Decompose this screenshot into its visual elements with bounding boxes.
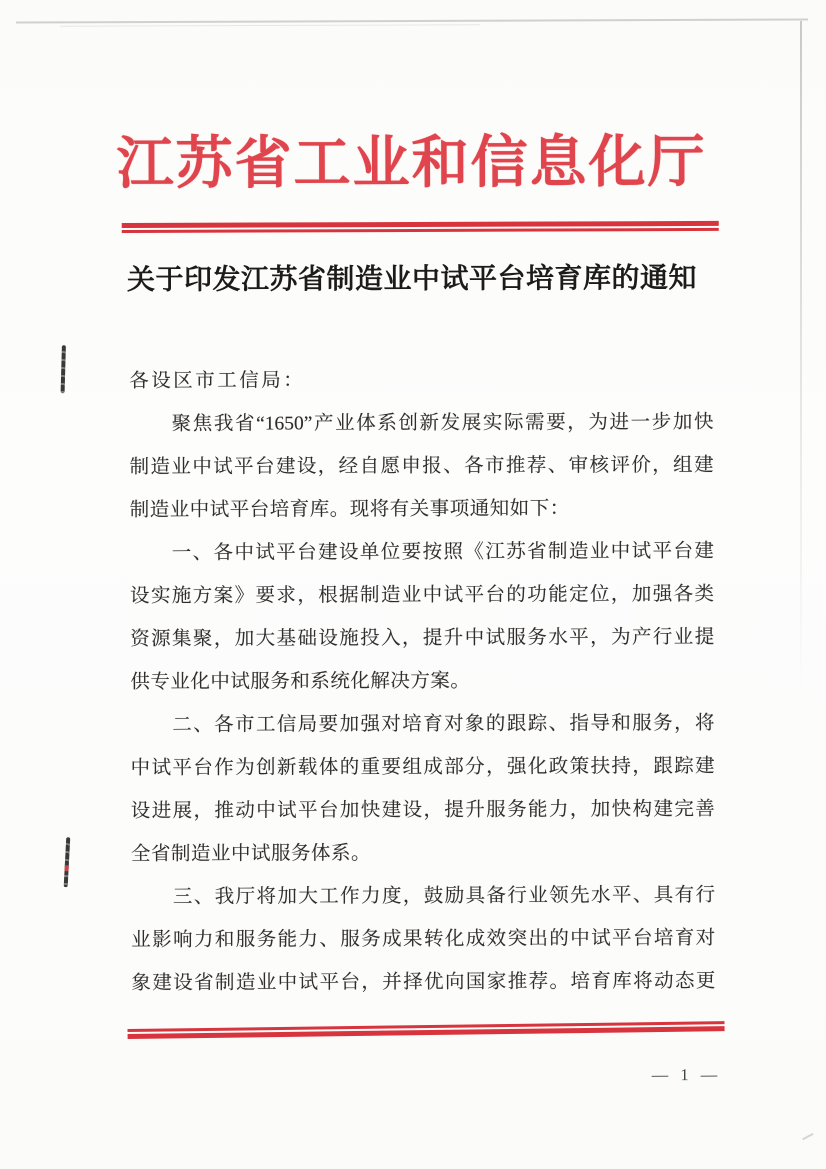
body-line: 全省制造业中试服务体系。 — [130, 843, 371, 865]
staple-red-spot — [64, 865, 68, 871]
page-number: — 1 — — [651, 1064, 720, 1085]
body-line: 象建设省制造业中试平台，并择优向国家推荐。培育库将动态更 — [131, 970, 716, 994]
body-line: 设进展，推动中试平台加快建设，提升服务能力，加快构建完善 — [130, 798, 715, 822]
document-title: 关于印发江苏省制造业中试平台培育库的通知 — [126, 263, 697, 296]
body-line: 业影响力和服务能力、服务成果转化成效突出的中试平台培育对 — [131, 927, 716, 951]
body-line: 中试平台作为创新载体的重要组成部分，强化政策扶持，跟踪建 — [130, 755, 715, 779]
body-line: 制造业中试平台培育库。现将有关事项通知如下： — [129, 498, 570, 521]
body-line: 一、各中试平台建设单位要按照《江苏省制造业中试平台建 — [129, 540, 714, 564]
body-line: 各设区市工信局： — [129, 370, 306, 392]
body-line: 三、我厅将加大工作力度，鼓励具备行业领先水平、具有行 — [131, 884, 716, 908]
letterhead-divider-rule — [122, 221, 719, 233]
agency-letterhead-title: 江苏省工业和信息化厅 — [116, 130, 707, 197]
body-line: 设实施方案》要求，根据制造业中试平台的功能定位，加强各类 — [130, 583, 715, 607]
document-body — [129, 358, 715, 1005]
body-line: 制造业中试平台建设，经自愿申报、各市推荐、审核评价，组建 — [129, 454, 714, 478]
staple-mark-lower — [64, 837, 71, 887]
footer-divider-rule — [128, 1021, 725, 1038]
body-line: 聚焦我省“1650”产业体系创新发展实际需要，为进一步加快 — [129, 411, 714, 435]
body-line: 供专业化中试服务和系统化解决方案。 — [130, 670, 471, 693]
body-line: 二、各市工信局要加强对培育对象的跟踪、指导和服务，将 — [130, 712, 715, 736]
staple-mark-upper — [61, 345, 66, 393]
body-line: 资源集聚，加大基础设施投入，提升中试服务水平，为产行业提 — [130, 626, 715, 650]
